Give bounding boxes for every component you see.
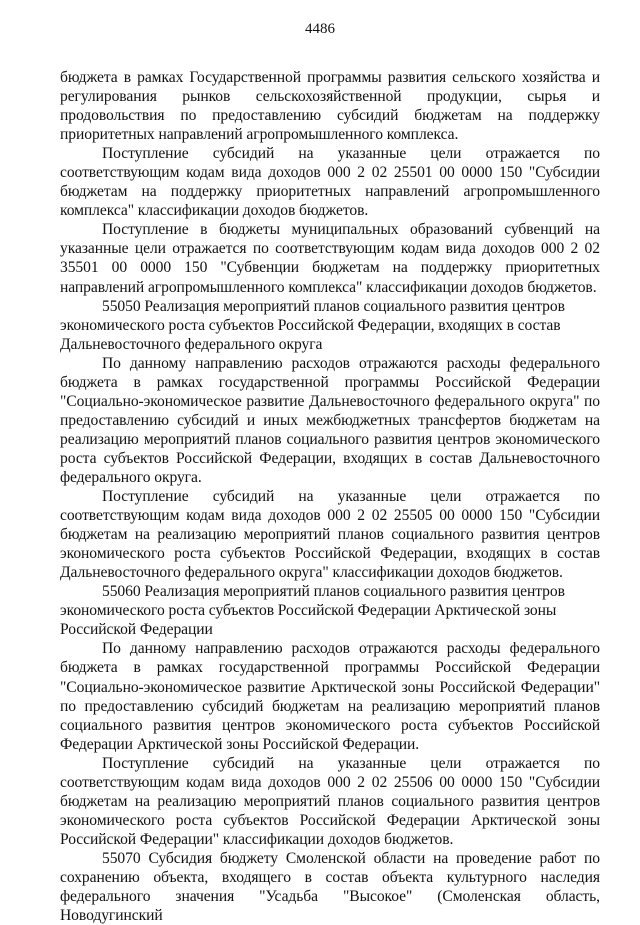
paragraph: Поступление субсидий на указанные цели отражается по соответствующим кодам вида доходов 000 2 02 25501 00 0000 150 "Субсидии бюджетам на поддержку приоритетных направлений агропромышленного комплекса" классификации доходов бюджетов. <box>60 145 600 220</box>
document-body <box>60 68 600 925</box>
paragraph: Поступление в бюджеты муниципальных образований субвенций на указанные цели отражается по соответствующим кодам вида доходов 000 2 02 35501 00 0000 150 "Субвенции бюджетам на поддержку приоритетных направлений агропромышленного комплекса" классификации доходов бюджетов. <box>60 221 600 296</box>
paragraph: По данному направлению расходов отражаются расходы федерального бюджета в рамках государственной программы Российской Федерации "Социально-экономическое развитие Арктической зоны Российской Федерации" по предоставлению субсидий бюджетам на реализацию мероприятий планов социального развития центров экономического роста субъектов Российской Федерации Арктической зоны Российской Федерации. <box>60 640 600 753</box>
section-heading-55050: 55050 Реализация мероприятий планов социального развития центров экономического роста субъектов Российской Федерации, входящих в состав Дальневосточного федерального округа <box>60 297 565 353</box>
section-heading-55060: 55060 Реализация мероприятий планов социального развития центров экономического роста субъектов Российской Федерации Арктической зоны Российской Федерации <box>60 583 565 639</box>
paragraph: По данному направлению расходов отражаются расходы федерального бюджета в рамках государственной программы Российской Федерации "Социально-экономическое развитие Дальневосточного федерального округа" по предоставлению субсидий и иных межбюджетных трансфертов бюджетам на реализацию мероприятий планов социального развития центров экономического роста субъектов Российской Федерации, входящих в состав Дальневосточного федерального округа. <box>60 354 600 486</box>
section-heading-55070: 55070 Субсидия бюджету Смоленской области на проведение работ по сохранению объекта, входящего в состав объекта культурного наследия федерального значения "Усадьба "Высокое" (Смоленская область, Новодугинский <box>60 849 600 925</box>
paragraph-continuation: бюджета в рамках Государственной программы развития сельского хозяйства и регулирования рынков сельскохозяйственной продукции, сырья и продовольствия по предоставлению субсидий бюджетам на поддержку приоритетных направлений агропромышленного комплекса. <box>60 69 600 144</box>
paragraph: Поступление субсидий на указанные цели отражается по соответствующим кодам вида доходов 000 2 02 25505 00 0000 150 "Субсидии бюджетам на реализацию мероприятий планов социального развития центров экономического роста субъектов Российской Федерации, входящих в состав Дальневосточного федерального округа" классификации доходов бюджетов. <box>60 488 600 582</box>
paragraph: Поступление субсидий на указанные цели отражается по соответствующим кодам вида доходов 000 2 02 25506 00 0000 150 "Субсидии бюджетам на реализацию мероприятий планов социального развития центров экономического роста субъектов Российской Федерации Арктической зоны Российской Федерации" классификации доходов бюджетов. <box>60 754 600 848</box>
page-number: 4486 <box>305 21 335 37</box>
